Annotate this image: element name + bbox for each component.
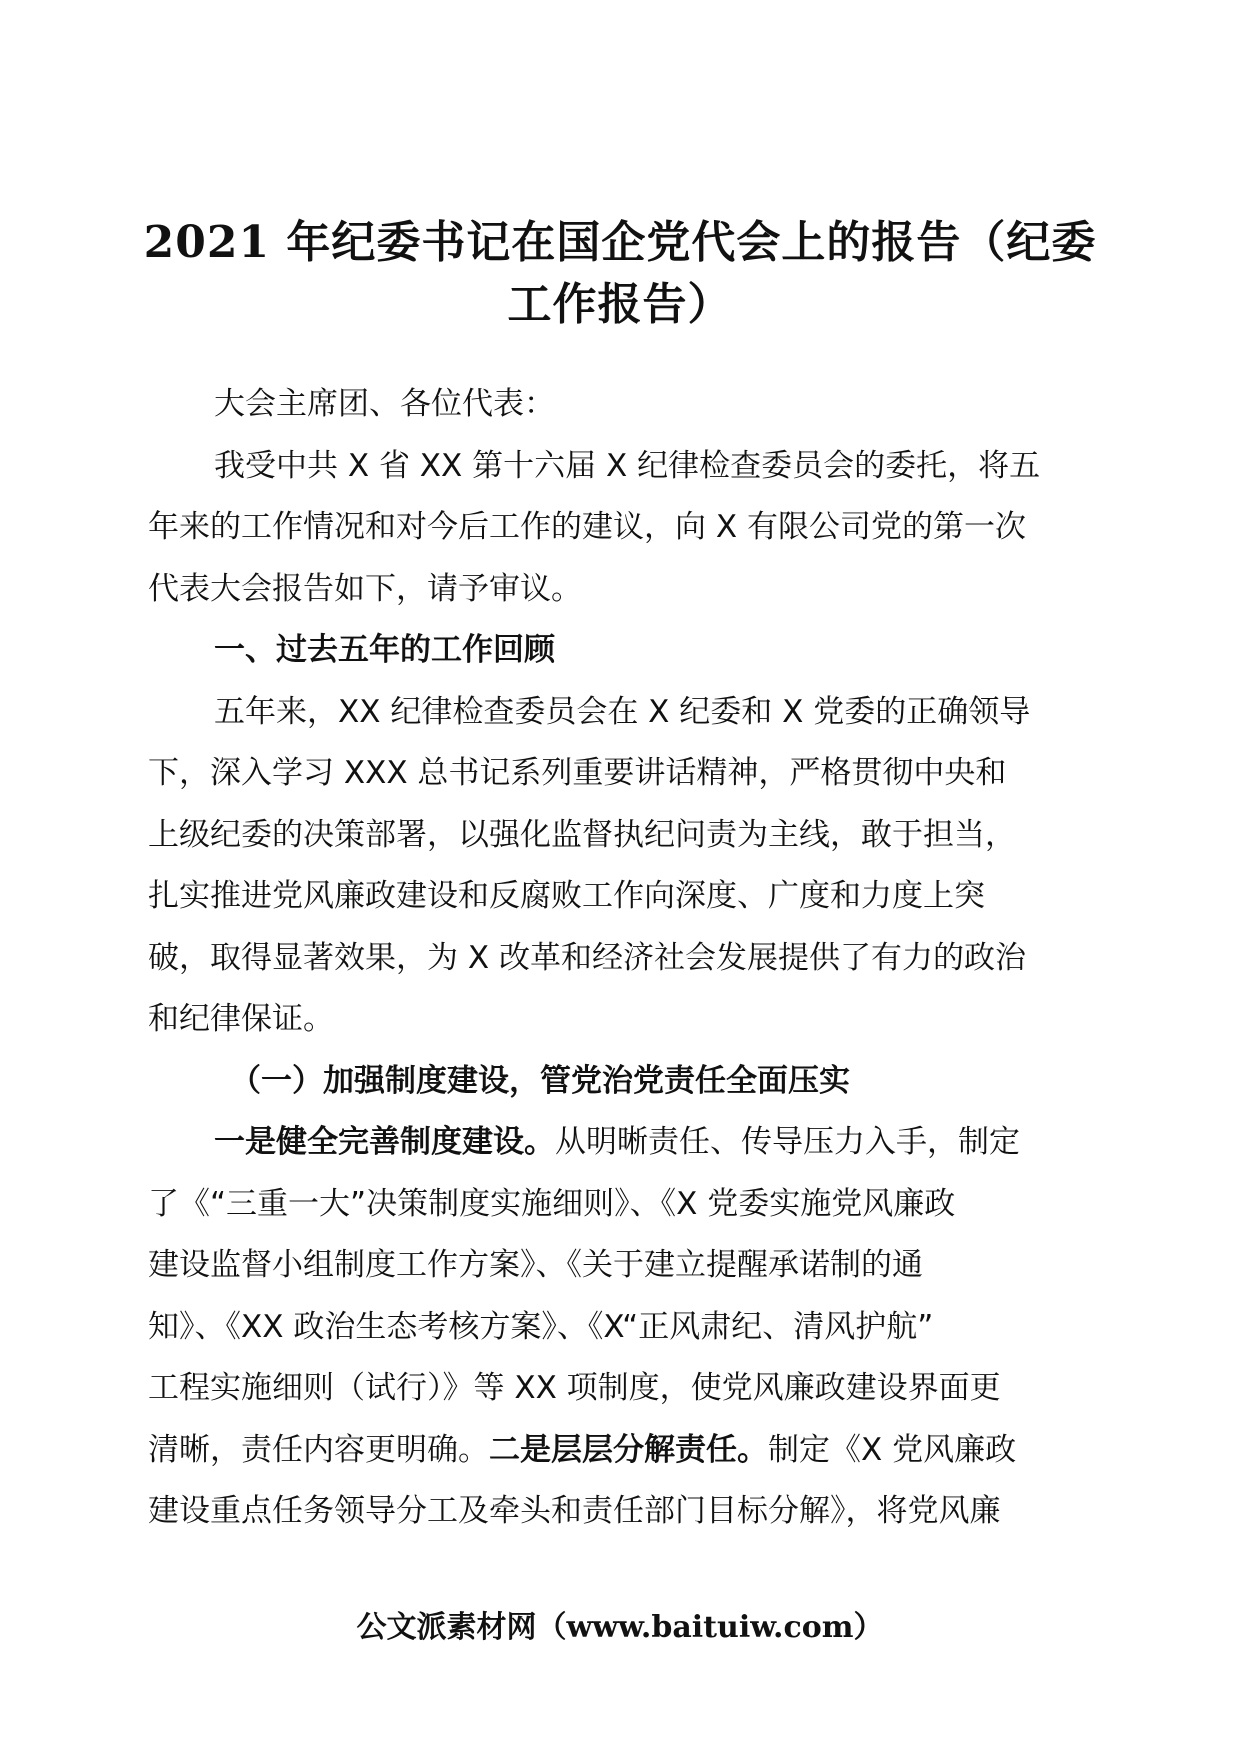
last-line: 建设重点任务领导分工及牵头和责任部门目标分解》，将党风廉 xyxy=(148,1493,1001,1529)
review-line: 五年来，XX 纪律检查委员会在 X 纪委和 X 党委的正确领导 xyxy=(214,693,1031,730)
point-lead: 一是健全完善制度建设。 xyxy=(214,1124,555,1160)
point-lead: 二是层层分解责任。 xyxy=(489,1431,768,1468)
system-line: 工程实施细则（试行）》等 XX 项制度，使党风廉政建设界面更 xyxy=(148,1370,1001,1406)
system-line: 知》、《XX 政治生态考核方案》、《X“正风肃纪、清风护航” xyxy=(148,1308,934,1345)
salutation: 大会主席团、各位代表： xyxy=(214,386,555,422)
mixed-line-end: 制定《X 党风廉政 xyxy=(768,1431,1017,1468)
system-line: 建设监督小组制度工作方案》、《关于建立提醒承诺制的通 xyxy=(148,1247,923,1283)
mixed-line-start: 清晰，责任内容更明确。 xyxy=(148,1431,489,1468)
system-line: 了《“三重一大”决策制度实施细则》、《X 党委实施党风廉政 xyxy=(148,1185,956,1222)
review-line: 上级纪委的决策部署，以强化监督执纪问责为主线，敢于担当， xyxy=(148,816,1016,853)
review-line: 和纪律保证。 xyxy=(148,1001,334,1037)
intro-line: 我受中共 X 省 XX 第十六届 X 纪律检查委员会的委托，将五 xyxy=(214,447,1041,484)
review-line: 破，取得显著效果，为 X 改革和经济社会发展提供了有力的政治 xyxy=(148,939,1026,976)
intro-line: 代表大会报告如下，请予审议。 xyxy=(148,570,582,607)
footer-watermark: 公文派素材网（www.baituiw.com） xyxy=(356,1610,884,1645)
intro-line: 年来的工作情况和对今后工作的建议，向 X 有限公司党的第一次 xyxy=(148,509,1026,545)
document-title xyxy=(140,212,1100,336)
review-line: 下，深入学习 XXX 总书记系列重要讲话精神，严格贯彻中央和 xyxy=(148,755,1007,791)
point-line xyxy=(148,1112,1098,1174)
title-line: 工作报告） xyxy=(507,279,733,330)
subsection-heading: （一）加强制度建设，管党治党责任全面压实 xyxy=(230,1062,850,1099)
title-line: 2021 年纪委书记在国企党代会上的报告（纪委 xyxy=(143,217,1097,268)
point-text: 从明晰责任、传导压力入手，制定 xyxy=(555,1124,1020,1160)
review-line: 扎实推进党风廉政建设和反腐败工作向深度、广度和力度上突 xyxy=(148,878,985,914)
mixed-line xyxy=(148,1420,1098,1482)
section-heading: 一、过去五年的工作回顾 xyxy=(214,632,555,668)
document-body xyxy=(148,374,1098,1543)
